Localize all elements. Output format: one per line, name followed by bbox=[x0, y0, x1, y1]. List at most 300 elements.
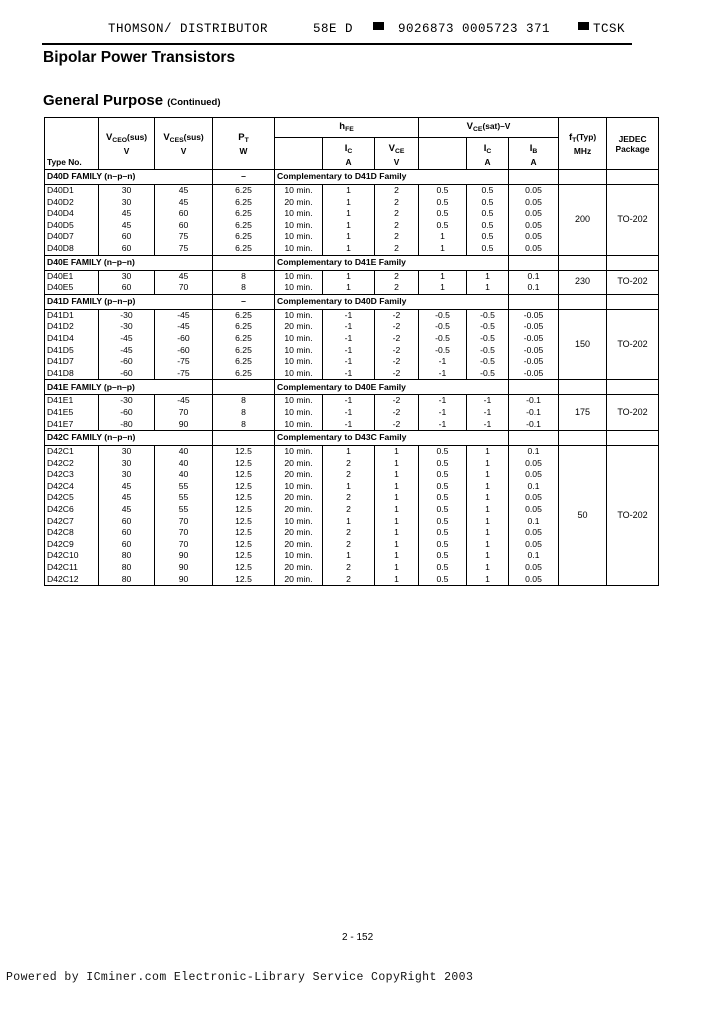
table-cell: 1 bbox=[375, 539, 419, 551]
table-cell: 1 bbox=[323, 516, 375, 528]
table-cell: -60 bbox=[155, 333, 213, 345]
table-cell: 6.25 bbox=[213, 321, 275, 333]
table-cell: 1 bbox=[467, 504, 509, 516]
table-cell: 0.5 bbox=[419, 574, 467, 586]
table-cell: 70 bbox=[155, 527, 213, 539]
table-cell: 0.05 bbox=[509, 220, 559, 232]
header-rule bbox=[42, 43, 632, 45]
table-cell: 12.5 bbox=[213, 550, 275, 562]
col-ft-header: $f_T(Typ)$ MHz bbox=[559, 118, 607, 170]
table-cell: D40D2 bbox=[45, 197, 99, 209]
table-cell: 1 bbox=[375, 481, 419, 493]
table-cell: -2 bbox=[375, 356, 419, 368]
table-cell: 60 bbox=[99, 282, 155, 294]
table-cell: 2 bbox=[375, 270, 419, 282]
table-cell: 1 bbox=[467, 516, 509, 528]
table-cell: 0.1 bbox=[509, 282, 559, 294]
table-cell: 55 bbox=[155, 492, 213, 504]
table-cell: -1 bbox=[419, 368, 467, 380]
col-ic2-header: $I_C$ A bbox=[467, 138, 509, 170]
table-cell: 12.5 bbox=[213, 458, 275, 470]
table-cell: -0.05 bbox=[509, 345, 559, 357]
table-cell: D42C12 bbox=[45, 574, 99, 586]
table-cell: 0.05 bbox=[509, 492, 559, 504]
table-cell: 1 bbox=[323, 282, 375, 294]
table-cell: 70 bbox=[155, 516, 213, 528]
col-hfe-value-header bbox=[275, 138, 323, 170]
table-cell: 1 bbox=[323, 231, 375, 243]
table-cell: 90 bbox=[155, 550, 213, 562]
table-cell: 90 bbox=[155, 419, 213, 431]
col-vces-header: $V_{CES}(sus)$ V bbox=[155, 118, 213, 170]
family-header-row bbox=[45, 170, 659, 185]
table-cell: 2 bbox=[323, 539, 375, 551]
footer-credit: Powered by ICminer.com Electronic-Library Service CopyRight 2003 bbox=[6, 971, 474, 984]
table-cell: 12.5 bbox=[213, 481, 275, 493]
table-cell: D41D5 bbox=[45, 345, 99, 357]
table-cell: -1 bbox=[467, 407, 509, 419]
table-cell: -30 bbox=[99, 321, 155, 333]
table-cell: -2 bbox=[375, 368, 419, 380]
table-cell: 1 bbox=[375, 446, 419, 458]
table-cell: 20 min. bbox=[275, 504, 323, 516]
table-cell: -1 bbox=[323, 321, 375, 333]
table-cell: -0.5 bbox=[467, 345, 509, 357]
table-cell: 40 bbox=[155, 458, 213, 470]
table-cell: -0.5 bbox=[467, 356, 509, 368]
table-cell: 2 bbox=[375, 197, 419, 209]
table-cell: 10 min. bbox=[275, 270, 323, 282]
ft-value: 150 bbox=[559, 309, 607, 380]
table-cell: -0.5 bbox=[467, 309, 509, 321]
table-cell: 75 bbox=[155, 231, 213, 243]
table-cell: 10 min. bbox=[275, 368, 323, 380]
table-cell: 60 bbox=[99, 231, 155, 243]
table-cell: D42C2 bbox=[45, 458, 99, 470]
table-cell: 1 bbox=[323, 197, 375, 209]
table-cell: 75 bbox=[155, 243, 213, 255]
table-cell: D42C11 bbox=[45, 562, 99, 574]
table-cell: 0.5 bbox=[467, 231, 509, 243]
table-cell: 0.5 bbox=[419, 527, 467, 539]
table-cell: 1 bbox=[323, 481, 375, 493]
table-cell: -45 bbox=[155, 321, 213, 333]
table-cell: D42C7 bbox=[45, 516, 99, 528]
table-cell: D41D1 bbox=[45, 309, 99, 321]
table-cell: 80 bbox=[99, 550, 155, 562]
table-row bbox=[45, 446, 659, 458]
table-cell: 1 bbox=[467, 527, 509, 539]
table-cell: 6.25 bbox=[213, 197, 275, 209]
table-cell: 2 bbox=[375, 243, 419, 255]
table-cell: D41E1 bbox=[45, 395, 99, 407]
table-cell: 12.5 bbox=[213, 469, 275, 481]
ft-value: 200 bbox=[559, 185, 607, 256]
table-cell: 90 bbox=[155, 574, 213, 586]
table-cell: 12.5 bbox=[213, 492, 275, 504]
table-cell: 20 min. bbox=[275, 562, 323, 574]
table-cell: 0.05 bbox=[509, 243, 559, 255]
jedec-package: TO-202 bbox=[607, 309, 659, 380]
table-cell: -1 bbox=[323, 407, 375, 419]
table-cell: 1 bbox=[323, 550, 375, 562]
table-cell: -75 bbox=[155, 368, 213, 380]
table-cell: 45 bbox=[99, 492, 155, 504]
table-cell: -60 bbox=[99, 368, 155, 380]
table-cell: 12.5 bbox=[213, 562, 275, 574]
table-cell: 0.05 bbox=[509, 231, 559, 243]
col-ic-header: $I_C$ A bbox=[323, 138, 375, 170]
table-cell: -1 bbox=[323, 368, 375, 380]
table-cell: 10 min. bbox=[275, 407, 323, 419]
table-row bbox=[45, 270, 659, 282]
table-cell: 1 bbox=[375, 550, 419, 562]
table-cell: -0.05 bbox=[509, 333, 559, 345]
table-cell: 0.5 bbox=[419, 458, 467, 470]
table-cell: 60 bbox=[99, 527, 155, 539]
table-cell: 6.25 bbox=[213, 368, 275, 380]
table-cell: 0.5 bbox=[419, 550, 467, 562]
table-cell: -1 bbox=[323, 356, 375, 368]
table-cell: 0.05 bbox=[509, 197, 559, 209]
table-cell: -1 bbox=[419, 407, 467, 419]
table-cell: -45 bbox=[155, 395, 213, 407]
table-cell: -1 bbox=[323, 333, 375, 345]
table-cell: 30 bbox=[99, 446, 155, 458]
table-cell: D41E7 bbox=[45, 419, 99, 431]
table-cell: 0.05 bbox=[509, 527, 559, 539]
table-cell: 2 bbox=[323, 458, 375, 470]
table-cell: 30 bbox=[99, 185, 155, 197]
table-cell: 1 bbox=[467, 469, 509, 481]
family-complement: Complementary to D40D Family bbox=[275, 294, 509, 309]
table-cell: 0.5 bbox=[419, 208, 467, 220]
table-cell: 10 min. bbox=[275, 231, 323, 243]
table-cell: 6.25 bbox=[213, 185, 275, 197]
table-cell: D40E1 bbox=[45, 270, 99, 282]
table-cell: 0.05 bbox=[509, 185, 559, 197]
table-cell: 2 bbox=[375, 220, 419, 232]
table-cell: D42C1 bbox=[45, 446, 99, 458]
table-cell: D40D4 bbox=[45, 208, 99, 220]
table-cell: 2 bbox=[375, 231, 419, 243]
table-cell: -60 bbox=[99, 407, 155, 419]
ft-value: 50 bbox=[559, 446, 607, 586]
table-cell: 40 bbox=[155, 446, 213, 458]
table-cell: 0.5 bbox=[419, 446, 467, 458]
table-cell: 10 min. bbox=[275, 185, 323, 197]
table-cell: D41D8 bbox=[45, 368, 99, 380]
table-cell: -0.1 bbox=[509, 419, 559, 431]
section-subtitle: (Continued) bbox=[167, 97, 221, 108]
table-cell: 45 bbox=[99, 504, 155, 516]
table-cell: D40D8 bbox=[45, 243, 99, 255]
jedec-package: TO-202 bbox=[607, 185, 659, 256]
table-cell: D40D5 bbox=[45, 220, 99, 232]
table-cell: 10 min. bbox=[275, 419, 323, 431]
table-cell: 30 bbox=[99, 469, 155, 481]
table-cell: 0.5 bbox=[419, 220, 467, 232]
table-cell: 55 bbox=[155, 481, 213, 493]
table-cell: -60 bbox=[99, 356, 155, 368]
table-cell: 10 min. bbox=[275, 333, 323, 345]
table-cell: 90 bbox=[155, 562, 213, 574]
table-row bbox=[45, 309, 659, 321]
table-cell: -0.5 bbox=[467, 368, 509, 380]
family-header-row bbox=[45, 294, 659, 309]
table-cell: 6.25 bbox=[213, 345, 275, 357]
table-header bbox=[45, 118, 659, 170]
table-cell: 1 bbox=[323, 208, 375, 220]
table-cell: 0.05 bbox=[509, 574, 559, 586]
table-cell: -0.05 bbox=[509, 368, 559, 380]
table-cell: 6.25 bbox=[213, 208, 275, 220]
table-cell: -75 bbox=[155, 356, 213, 368]
table-cell: -1 bbox=[323, 395, 375, 407]
family-pt bbox=[213, 431, 275, 446]
table-cell: -60 bbox=[155, 345, 213, 357]
table-cell: 30 bbox=[99, 458, 155, 470]
family-header-row bbox=[45, 380, 659, 395]
table-cell: 1 bbox=[323, 446, 375, 458]
header-code-2: 9026873 0005723 371 bbox=[398, 22, 551, 36]
transistor-table-wrap bbox=[44, 117, 658, 586]
table-cell: 2 bbox=[323, 574, 375, 586]
transistor-table bbox=[44, 117, 659, 586]
table-cell: 12.5 bbox=[213, 539, 275, 551]
table-cell: 1 bbox=[419, 282, 467, 294]
family-complement: Complementary to D43C Family bbox=[275, 431, 509, 446]
table-cell: 70 bbox=[155, 282, 213, 294]
scan-header bbox=[108, 22, 628, 42]
table-cell: 20 min. bbox=[275, 492, 323, 504]
family-pt bbox=[213, 380, 275, 395]
table-cell: 60 bbox=[155, 220, 213, 232]
table-cell: 0.05 bbox=[509, 469, 559, 481]
table-cell: 30 bbox=[99, 197, 155, 209]
table-cell: 70 bbox=[155, 407, 213, 419]
table-cell: 0.05 bbox=[509, 458, 559, 470]
table-cell: -1 bbox=[419, 395, 467, 407]
table-cell: 1 bbox=[375, 527, 419, 539]
family-name: D41D FAMILY (p–n–p) bbox=[45, 294, 213, 309]
family-complement: Complementary to D41E Family bbox=[275, 255, 509, 270]
col-type-header: Type No. bbox=[45, 118, 99, 170]
table-cell: 1 bbox=[375, 458, 419, 470]
table-cell: 0.5 bbox=[467, 243, 509, 255]
table-cell: 8 bbox=[213, 419, 275, 431]
table-cell: 8 bbox=[213, 407, 275, 419]
table-cell: 2 bbox=[375, 208, 419, 220]
table-cell: 6.25 bbox=[213, 309, 275, 321]
col-pt-header: $P_T$ W bbox=[213, 118, 275, 170]
table-cell: 12.5 bbox=[213, 574, 275, 586]
table-cell: 1 bbox=[375, 562, 419, 574]
ft-value: 230 bbox=[559, 270, 607, 294]
table-cell: 1 bbox=[375, 492, 419, 504]
table-cell: 80 bbox=[99, 574, 155, 586]
table-cell: 6.25 bbox=[213, 243, 275, 255]
family-pt: – bbox=[213, 294, 275, 309]
table-cell: 20 min. bbox=[275, 469, 323, 481]
table-cell: 2 bbox=[323, 469, 375, 481]
table-row bbox=[45, 185, 659, 197]
table-cell: -1 bbox=[323, 345, 375, 357]
table-cell: -1 bbox=[467, 419, 509, 431]
table-cell: -45 bbox=[99, 345, 155, 357]
table-cell: 1 bbox=[467, 562, 509, 574]
table-cell: -0.05 bbox=[509, 356, 559, 368]
table-cell: 20 min. bbox=[275, 197, 323, 209]
table-cell: 60 bbox=[155, 208, 213, 220]
family-name: D40D FAMILY (n–p–n) bbox=[45, 170, 213, 185]
table-cell: 1 bbox=[467, 550, 509, 562]
table-cell: 0.5 bbox=[419, 185, 467, 197]
table-cell: 0.05 bbox=[509, 504, 559, 516]
table-cell: 0.5 bbox=[467, 220, 509, 232]
table-cell: 2 bbox=[323, 504, 375, 516]
table-cell: 1 bbox=[419, 270, 467, 282]
col-vcesat-value-header bbox=[419, 138, 467, 170]
table-cell: 1 bbox=[375, 504, 419, 516]
table-cell: D40E5 bbox=[45, 282, 99, 294]
table-cell: 10 min. bbox=[275, 446, 323, 458]
family-header-row bbox=[45, 431, 659, 446]
table-cell: -0.5 bbox=[419, 345, 467, 357]
table-cell: 70 bbox=[155, 539, 213, 551]
table-cell: 1 bbox=[419, 231, 467, 243]
family-pt bbox=[213, 255, 275, 270]
table-cell: 1 bbox=[467, 481, 509, 493]
table-cell: 8 bbox=[213, 270, 275, 282]
table-cell: 1 bbox=[419, 243, 467, 255]
table-cell: 55 bbox=[155, 504, 213, 516]
distributor-label: THOMSON/ DISTRIBUTOR bbox=[108, 22, 269, 36]
table-cell: 45 bbox=[99, 220, 155, 232]
table-cell: 0.1 bbox=[509, 270, 559, 282]
table-cell: 0.1 bbox=[509, 481, 559, 493]
table-cell: 0.5 bbox=[419, 562, 467, 574]
table-cell: 1 bbox=[323, 270, 375, 282]
family-name: D40E FAMILY (n–p–n) bbox=[45, 255, 213, 270]
table-cell: -30 bbox=[99, 395, 155, 407]
table-cell: 60 bbox=[99, 243, 155, 255]
table-cell: -1 bbox=[323, 419, 375, 431]
jedec-package: TO-202 bbox=[607, 270, 659, 294]
table-cell: 0.5 bbox=[419, 469, 467, 481]
table-cell: 1 bbox=[467, 270, 509, 282]
table-cell: 1 bbox=[467, 458, 509, 470]
table-cell: 45 bbox=[99, 481, 155, 493]
table-cell: D41E5 bbox=[45, 407, 99, 419]
table-cell: -1 bbox=[419, 419, 467, 431]
table-cell: 12.5 bbox=[213, 516, 275, 528]
table-cell: 0.5 bbox=[419, 492, 467, 504]
table-cell: -2 bbox=[375, 419, 419, 431]
table-cell: 45 bbox=[99, 208, 155, 220]
table-cell: -0.05 bbox=[509, 309, 559, 321]
table-cell: 6.25 bbox=[213, 356, 275, 368]
table-cell: 1 bbox=[467, 282, 509, 294]
header-code-1: 58E D bbox=[313, 22, 354, 36]
table-cell: -0.05 bbox=[509, 321, 559, 333]
table-cell: -1 bbox=[467, 395, 509, 407]
table-cell: 1 bbox=[323, 185, 375, 197]
table-cell: -1 bbox=[419, 356, 467, 368]
table-cell: -0.5 bbox=[467, 321, 509, 333]
table-cell: 10 min. bbox=[275, 282, 323, 294]
table-cell: 60 bbox=[99, 516, 155, 528]
table-cell: 8 bbox=[213, 395, 275, 407]
table-cell: 20 min. bbox=[275, 458, 323, 470]
table-cell: 6.25 bbox=[213, 231, 275, 243]
header-code-3: TCSK bbox=[593, 22, 626, 36]
table-cell: 10 min. bbox=[275, 243, 323, 255]
table-cell: 1 bbox=[467, 574, 509, 586]
table-cell: 0.5 bbox=[419, 197, 467, 209]
table-cell: 2 bbox=[375, 282, 419, 294]
table-row bbox=[45, 395, 659, 407]
table-cell: -30 bbox=[99, 309, 155, 321]
table-cell: -0.5 bbox=[419, 309, 467, 321]
table-cell: 0.5 bbox=[419, 481, 467, 493]
table-body bbox=[45, 170, 659, 586]
table-cell: D42C8 bbox=[45, 527, 99, 539]
col-jedec-header: JEDEC Package bbox=[607, 118, 659, 170]
table-cell: 20 min. bbox=[275, 527, 323, 539]
table-cell: 2 bbox=[323, 527, 375, 539]
table-cell: 10 min. bbox=[275, 208, 323, 220]
table-cell: 0.5 bbox=[419, 539, 467, 551]
table-cell: D41D2 bbox=[45, 321, 99, 333]
table-cell: -2 bbox=[375, 345, 419, 357]
family-header-row bbox=[45, 255, 659, 270]
table-cell: 10 min. bbox=[275, 345, 323, 357]
table-cell: 10 min. bbox=[275, 220, 323, 232]
section-title bbox=[43, 92, 221, 109]
family-name: D41E FAMILY (p–n–p) bbox=[45, 380, 213, 395]
table-cell: 10 min. bbox=[275, 516, 323, 528]
table-cell: D42C10 bbox=[45, 550, 99, 562]
table-cell: 0.1 bbox=[509, 516, 559, 528]
table-cell: -45 bbox=[155, 309, 213, 321]
table-cell: 0.5 bbox=[467, 197, 509, 209]
table-cell: D40D1 bbox=[45, 185, 99, 197]
table-cell: -0.1 bbox=[509, 407, 559, 419]
col-hfe-header: $h_{FE}$ bbox=[275, 118, 419, 138]
table-cell: 0.1 bbox=[509, 446, 559, 458]
table-cell: D42C5 bbox=[45, 492, 99, 504]
table-cell: 6.25 bbox=[213, 220, 275, 232]
table-cell: 1 bbox=[467, 446, 509, 458]
table-cell: 1 bbox=[375, 469, 419, 481]
table-cell: 1 bbox=[467, 539, 509, 551]
table-cell: -1 bbox=[323, 309, 375, 321]
table-cell: D41D4 bbox=[45, 333, 99, 345]
table-cell: 45 bbox=[155, 185, 213, 197]
family-complement: Complementary to D40E Family bbox=[275, 380, 509, 395]
table-cell: 20 min. bbox=[275, 321, 323, 333]
table-cell: 1 bbox=[323, 243, 375, 255]
col-vcesat-header: $V_{CE}(sat)-V$ bbox=[419, 118, 559, 138]
table-cell: 40 bbox=[155, 469, 213, 481]
table-cell: D42C9 bbox=[45, 539, 99, 551]
page-number: 2 - 152 bbox=[342, 932, 374, 943]
table-cell: 8 bbox=[213, 282, 275, 294]
table-cell: 2 bbox=[375, 185, 419, 197]
table-cell: 2 bbox=[323, 562, 375, 574]
ft-value: 175 bbox=[559, 395, 607, 431]
